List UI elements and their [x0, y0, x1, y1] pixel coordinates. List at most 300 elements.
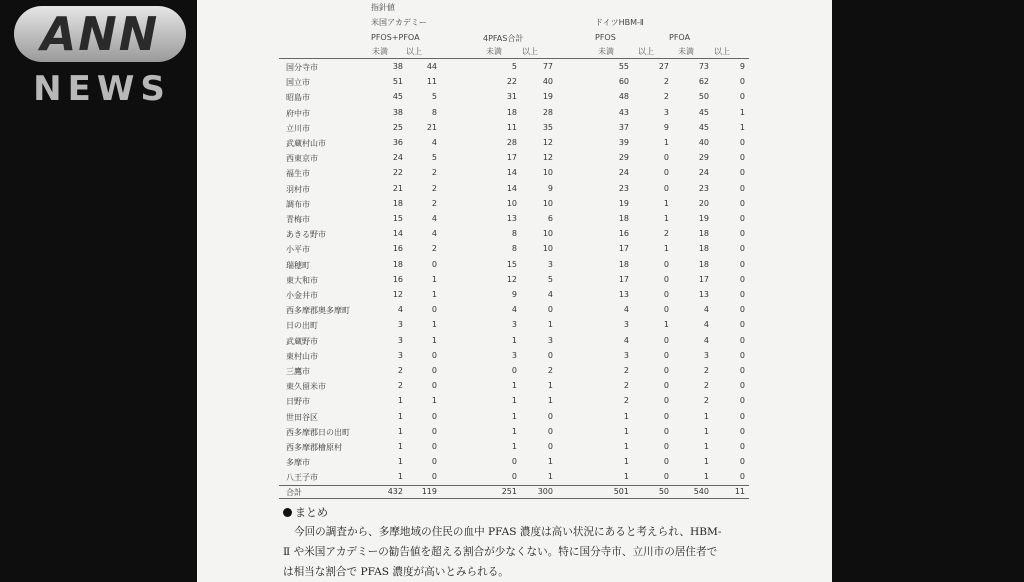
table-row [197, 336, 832, 351]
cell-value: 1 [663, 198, 669, 208]
hbm-label: ドイツHBM-Ⅱ [595, 18, 644, 27]
table-row [197, 244, 832, 259]
cell-value: 1 [663, 320, 669, 330]
cell-value: 14 [506, 183, 517, 193]
cell-value: 4 [547, 290, 553, 299]
cell-value: 8 [511, 244, 517, 254]
cell-value: 10 [506, 198, 517, 208]
cell-value: 1 [397, 411, 403, 421]
cell-value: 18 [698, 259, 709, 269]
cell-value: 18 [392, 198, 403, 208]
cell-value: 0 [663, 426, 669, 436]
cell-value: 29 [618, 153, 629, 163]
row-name: 西多摩郡日の出町 [286, 427, 350, 437]
cell-value: 2 [703, 366, 709, 375]
cell-value: 0 [663, 472, 669, 482]
cell-value: 18 [506, 107, 517, 117]
cell-value: 9 [739, 62, 745, 71]
bullet-icon [283, 508, 292, 517]
cell-value: 540 [693, 487, 709, 496]
cell-value: 21 [426, 122, 437, 132]
cell-value: 8 [431, 107, 437, 117]
row-name: 八王子市 [286, 473, 318, 483]
cell-value: 29 [698, 153, 709, 163]
cell-value: 1 [663, 138, 669, 147]
cell-value: 38 [392, 107, 403, 117]
ann-news-logo [14, 6, 186, 108]
cell-value: 0 [663, 335, 669, 345]
cell-value: 0 [663, 168, 669, 178]
cell-value: 40 [542, 77, 553, 87]
cell-value: 4 [397, 305, 403, 315]
table-row [197, 62, 832, 77]
cell-value: 1 [511, 335, 517, 345]
logo-ann-text: ANN [40, 7, 160, 61]
pfas4-measure: 4PFAS合計 [483, 34, 524, 43]
cell-value: 0 [431, 366, 437, 375]
table-row [197, 123, 832, 138]
row-name: 国立市 [286, 78, 310, 88]
cell-value: 0 [663, 183, 669, 193]
cell-value: 10 [542, 244, 553, 254]
cell-value: 6 [547, 214, 553, 223]
cell-value: 15 [506, 259, 517, 269]
row-name: 国分寺市 [286, 63, 318, 72]
row-name: 府中市 [286, 108, 310, 118]
cell-value: 2 [663, 77, 669, 87]
cell-value: 0 [431, 411, 437, 421]
cell-value: 18 [698, 244, 709, 254]
cell-value: 3 [511, 320, 517, 330]
cell-value: 5 [511, 62, 517, 71]
cell-value: 12 [392, 290, 403, 299]
cell-value: 4 [511, 305, 517, 315]
cell-value: 27 [658, 62, 669, 71]
cell-value: 2 [623, 396, 629, 406]
cell-value: 0 [663, 259, 669, 269]
cell-value: 22 [506, 77, 517, 87]
cell-value: 38 [392, 62, 403, 71]
cell-value: 1 [397, 457, 403, 467]
cell-value: 25 [392, 122, 403, 132]
cell-value: 22 [392, 168, 403, 178]
cell-value: 1 [431, 274, 437, 284]
cell-value: 0 [739, 442, 745, 451]
cell-value: 1 [703, 472, 709, 482]
cell-value: 1 [623, 411, 629, 421]
row-name: 武蔵野市 [286, 336, 318, 346]
cell-value: 2 [547, 366, 553, 375]
cell-value: 4 [431, 138, 437, 147]
cell-value: 0 [547, 442, 553, 451]
cell-value: 300 [537, 487, 553, 496]
cell-value: 62 [698, 77, 709, 87]
cell-value: 3 [511, 350, 517, 360]
cell-value: 44 [426, 62, 437, 71]
cell-value: 0 [663, 274, 669, 284]
cell-value: 0 [739, 259, 745, 269]
cell-value: 0 [739, 168, 745, 178]
cell-value: 1 [511, 396, 517, 406]
cell-value: 4 [703, 320, 709, 330]
cell-value: 17 [618, 274, 629, 284]
row-name: 西多摩郡奥多摩町 [286, 306, 350, 316]
hbm-pfos: PFOS [595, 33, 616, 42]
cell-value: 16 [392, 274, 403, 284]
table-row [197, 351, 832, 366]
cell-value: 0 [431, 442, 437, 451]
cell-value: 1 [547, 320, 553, 330]
cell-value: 1 [511, 442, 517, 451]
row-name: 福生市 [286, 169, 310, 179]
cell-value: 0 [547, 426, 553, 436]
right-black-band [832, 0, 1024, 582]
cell-value: 2 [431, 244, 437, 254]
cell-value: 0 [431, 381, 437, 391]
cell-value: 0 [739, 77, 745, 87]
cell-value: 43 [618, 107, 629, 117]
cell-value: 1 [511, 426, 517, 436]
cell-value: 1 [431, 320, 437, 330]
cell-value: 24 [392, 153, 403, 163]
row-name: 立川市 [286, 123, 310, 133]
table-row [197, 168, 832, 183]
table-row [197, 184, 832, 199]
cell-value: 28 [542, 107, 553, 117]
cell-value: 5 [431, 153, 437, 163]
cell-value: 21 [392, 183, 403, 193]
cell-value: 17 [506, 153, 517, 163]
header-rule [279, 58, 749, 59]
summary-line-3: は相当な割合で PFAS 濃度が高いとみられる。 [283, 566, 509, 578]
cell-value: 1 [397, 396, 403, 406]
cell-value: 1 [511, 381, 517, 391]
row-name: 東村山市 [286, 351, 318, 361]
cell-value: 0 [663, 381, 669, 391]
cell-value: 3 [623, 320, 629, 330]
cell-value: 5 [431, 92, 437, 102]
cell-value: 0 [739, 290, 745, 299]
cell-value: 15 [392, 214, 403, 223]
cell-value: 1 [703, 411, 709, 421]
row-name: 世田谷区 [286, 412, 318, 422]
table-row [197, 275, 832, 290]
table-row [197, 412, 832, 427]
cell-value: 0 [739, 320, 745, 330]
total-row [197, 487, 832, 502]
cell-value: 1 [623, 442, 629, 451]
cell-value: 1 [397, 442, 403, 451]
cell-value: 1 [663, 244, 669, 254]
cell-value: 19 [542, 92, 553, 102]
cell-value: 39 [618, 138, 629, 147]
cell-value: 16 [618, 229, 629, 239]
cell-value: 0 [739, 244, 745, 254]
cell-value: 11 [506, 122, 517, 132]
row-name: 日の出町 [286, 321, 318, 331]
row-name: 三鷹市 [286, 367, 310, 376]
academy-label: 米国アカデミー [371, 18, 427, 27]
cell-value: 23 [618, 183, 629, 193]
subheader-above: 以上 [638, 47, 654, 56]
cell-value: 0 [739, 457, 745, 467]
cell-value: 3 [703, 350, 709, 360]
cell-value: 1 [547, 396, 553, 406]
summary-line-2: Ⅱ や米国アカデミーの勧告値を超える割合が少なくない。特に国分寺市、立川市の居住者で [283, 546, 718, 558]
cell-value: 2 [431, 168, 437, 178]
table-row [197, 199, 832, 214]
cell-value: 501 [613, 487, 629, 496]
cell-value: 0 [663, 350, 669, 360]
cell-value: 432 [387, 487, 403, 496]
cell-value: 1 [663, 214, 669, 223]
cell-value: 0 [663, 457, 669, 467]
cell-value: 119 [421, 487, 437, 496]
cell-value: 0 [663, 290, 669, 299]
table-row [197, 229, 832, 244]
cell-value: 0 [739, 198, 745, 208]
cell-value: 1 [547, 472, 553, 482]
cell-value: 0 [663, 153, 669, 163]
cell-value: 0 [739, 350, 745, 360]
cell-value: 13 [698, 290, 709, 299]
table-row [197, 427, 832, 442]
cell-value: 0 [739, 274, 745, 284]
cell-value: 0 [511, 472, 517, 482]
cell-value: 24 [698, 168, 709, 178]
cell-value: 0 [739, 426, 745, 436]
cell-value: 0 [739, 138, 745, 147]
total-rule [279, 485, 749, 486]
row-name: 青梅市 [286, 215, 310, 224]
cell-value: 4 [431, 229, 437, 239]
row-name: 昭島市 [286, 93, 310, 103]
cell-value: 17 [698, 274, 709, 284]
cell-value: 17 [618, 244, 629, 254]
cell-value: 50 [698, 92, 709, 102]
cell-value: 12 [542, 138, 553, 147]
cell-value: 0 [431, 457, 437, 467]
table-row [197, 305, 832, 320]
table-row [197, 214, 832, 229]
row-name: 調布市 [286, 199, 310, 209]
summary-line-1: 今回の調査から、多摩地域の住民の血中 PFAS 濃度は高い状況にあると考えられ、HBM- [294, 526, 722, 538]
table-row [197, 366, 832, 381]
table-row [197, 320, 832, 335]
cell-value: 14 [506, 168, 517, 178]
cell-value: 37 [618, 122, 629, 132]
cell-value: 1 [431, 290, 437, 299]
summary-heading-text: まとめ [295, 506, 328, 519]
cell-value: 0 [739, 92, 745, 102]
cell-value: 4 [623, 335, 629, 345]
summary-heading [283, 504, 328, 520]
cell-value: 5 [547, 274, 553, 284]
cell-value: 251 [501, 487, 517, 496]
cell-value: 2 [397, 381, 403, 391]
cell-value: 45 [698, 122, 709, 132]
cell-value: 0 [511, 366, 517, 375]
table-row [197, 396, 832, 411]
cell-value: 9 [511, 290, 517, 299]
cell-value: 0 [739, 183, 745, 193]
cell-value: 0 [431, 426, 437, 436]
cell-value: 11 [426, 77, 437, 87]
row-name: 小金井市 [286, 291, 318, 300]
row-name: 武蔵村山市 [286, 139, 326, 148]
cell-value: 4 [431, 214, 437, 223]
cell-value: 3 [547, 259, 553, 269]
table-row [197, 381, 832, 396]
cell-value: 10 [542, 198, 553, 208]
cell-value: 3 [397, 350, 403, 360]
cell-value: 1 [623, 457, 629, 467]
row-name: 西多摩郡檜原村 [286, 443, 342, 452]
cell-value: 10 [542, 229, 553, 239]
cell-value: 1 [739, 122, 745, 132]
cell-value: 18 [618, 259, 629, 269]
cell-value: 1 [703, 442, 709, 451]
subheader-below: 未満 [486, 47, 502, 56]
row-name: 日野市 [286, 397, 310, 407]
cell-value: 1 [431, 335, 437, 345]
subheader-below: 未満 [598, 47, 614, 56]
row-name: 小平市 [286, 245, 310, 255]
cell-value: 0 [739, 229, 745, 239]
cell-value: 48 [618, 92, 629, 102]
cell-value: 73 [698, 62, 709, 71]
cell-value: 19 [618, 198, 629, 208]
cell-value: 51 [392, 77, 403, 87]
cell-value: 20 [698, 198, 709, 208]
row-name: 東久留米市 [286, 382, 326, 392]
row-name: 合計 [286, 488, 302, 497]
cell-value: 19 [698, 214, 709, 223]
guideline-label: 指針値 [371, 3, 395, 12]
cell-value: 13 [506, 214, 517, 223]
row-name: 瑞穂町 [286, 260, 310, 270]
cell-value: 0 [739, 472, 745, 482]
cell-value: 0 [663, 305, 669, 315]
bottom-rule [279, 498, 749, 499]
cell-value: 1 [623, 426, 629, 436]
subheader-above: 以上 [714, 47, 730, 56]
cell-value: 0 [663, 396, 669, 406]
cell-value: 50 [658, 487, 669, 496]
cell-value: 0 [739, 381, 745, 391]
cell-value: 0 [547, 411, 553, 421]
cell-value: 24 [618, 168, 629, 178]
cell-value: 0 [739, 411, 745, 421]
cell-value: 23 [698, 183, 709, 193]
cell-value: 0 [739, 366, 745, 375]
cell-value: 4 [623, 305, 629, 315]
logo-news-text: NEWS [33, 69, 171, 109]
cell-value: 77 [542, 62, 553, 71]
row-name: 西東京市 [286, 154, 318, 164]
cell-value: 0 [663, 411, 669, 421]
cell-value: 2 [703, 381, 709, 391]
table-row [197, 108, 832, 123]
cell-value: 14 [392, 229, 403, 239]
cell-value: 35 [542, 122, 553, 132]
cell-value: 2 [663, 92, 669, 102]
cell-value: 1 [397, 426, 403, 436]
cell-value: 0 [739, 396, 745, 406]
cell-value: 31 [506, 92, 517, 102]
cell-value: 45 [698, 107, 709, 117]
cell-value: 1 [703, 426, 709, 436]
cell-value: 3 [547, 335, 553, 345]
cell-value: 18 [698, 229, 709, 239]
cell-value: 3 [623, 350, 629, 360]
cell-value: 2 [431, 198, 437, 208]
cell-value: 0 [547, 350, 553, 360]
cell-value: 1 [739, 107, 745, 117]
cell-value: 1 [547, 381, 553, 391]
cell-value: 0 [663, 442, 669, 451]
cell-value: 3 [397, 320, 403, 330]
cell-value: 1 [547, 457, 553, 467]
table-row [197, 457, 832, 472]
cell-value: 11 [734, 487, 745, 496]
cell-value: 12 [506, 274, 517, 284]
cell-value: 2 [703, 396, 709, 406]
cell-value: 0 [739, 214, 745, 223]
cell-value: 1 [623, 472, 629, 482]
subheader-above: 以上 [522, 47, 538, 56]
row-name: 羽村市 [286, 184, 310, 194]
cell-value: 2 [431, 183, 437, 193]
cell-value: 0 [663, 366, 669, 375]
cell-value: 0 [431, 305, 437, 315]
table-row [197, 138, 832, 153]
cell-value: 36 [392, 138, 403, 147]
cell-value: 28 [506, 138, 517, 147]
cell-value: 2 [623, 366, 629, 375]
cell-value: 18 [392, 259, 403, 269]
academy-measure: PFOS+PFOA [371, 33, 420, 42]
cell-value: 3 [397, 335, 403, 345]
table-row [197, 290, 832, 305]
cell-value: 0 [547, 305, 553, 315]
table-row [197, 77, 832, 92]
cell-value: 0 [739, 335, 745, 345]
cell-value: 60 [618, 77, 629, 87]
cell-value: 8 [511, 229, 517, 239]
cell-value: 2 [663, 229, 669, 239]
cell-value: 16 [392, 244, 403, 254]
cell-value: 2 [397, 366, 403, 375]
subheader-below: 未満 [372, 47, 388, 56]
cell-value: 0 [431, 350, 437, 360]
cell-value: 18 [618, 214, 629, 223]
subheader-above: 以上 [406, 47, 422, 56]
cell-value: 1 [703, 457, 709, 467]
table-row [197, 153, 832, 168]
cell-value: 0 [739, 305, 745, 315]
cell-value: 45 [392, 92, 403, 102]
cell-value: 3 [663, 107, 669, 117]
cell-value: 0 [739, 153, 745, 163]
subheader-below: 未満 [678, 47, 694, 56]
table-row [197, 260, 832, 275]
cell-value: 13 [618, 290, 629, 299]
cell-value: 0 [511, 457, 517, 467]
cell-value: 10 [542, 168, 553, 178]
cell-value: 1 [511, 411, 517, 421]
cell-value: 9 [547, 183, 553, 193]
